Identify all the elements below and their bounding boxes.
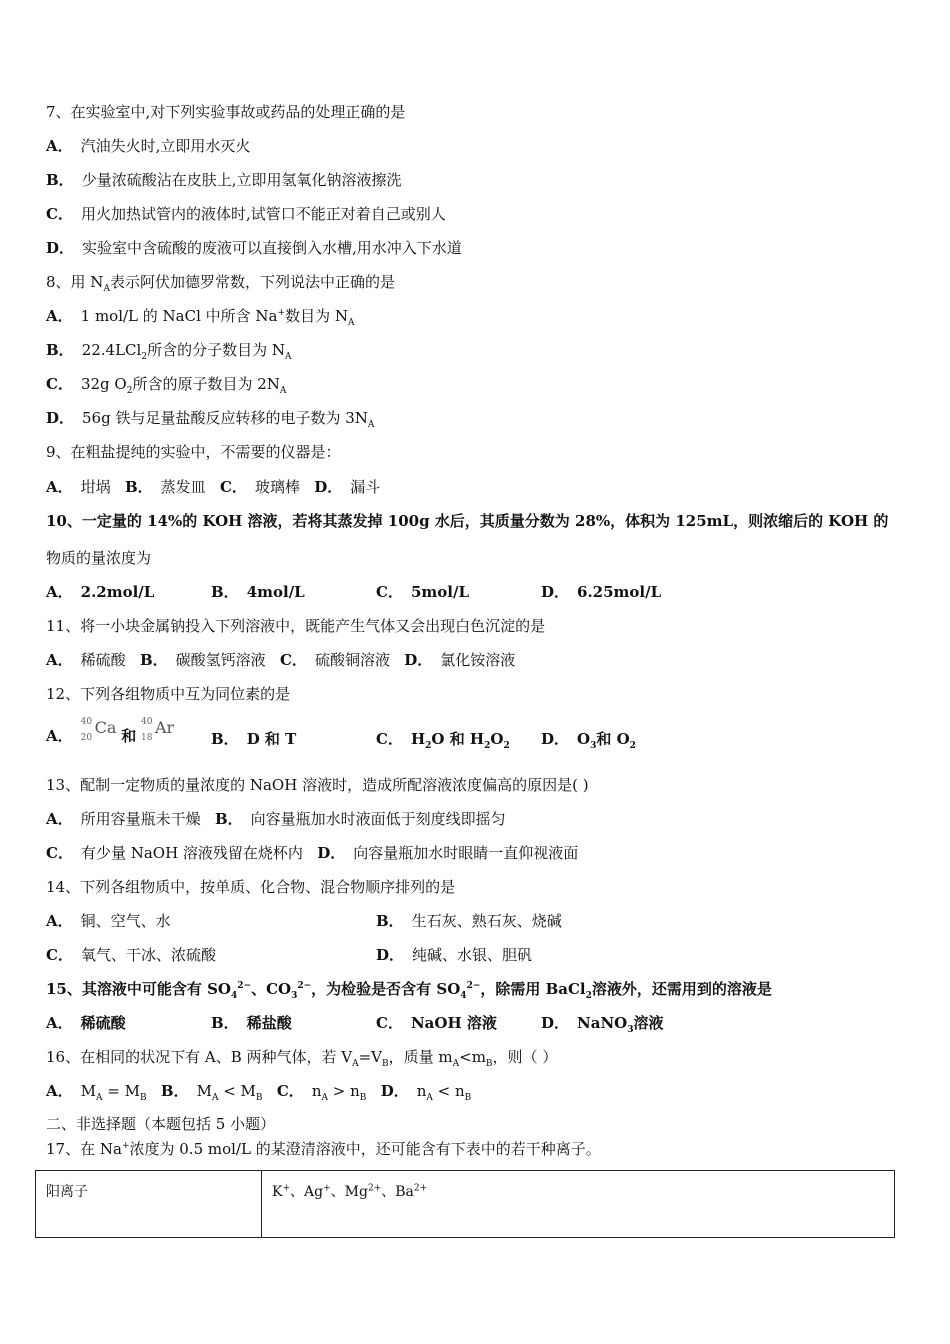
q9-stem: 9、在粗盐提纯的实验中，不需要的仪器是： <box>46 443 341 461</box>
q11-stem: 11、将一小块金属钠投入下列溶液中，既能产生气体又会出现白色沉淀的是 <box>46 617 546 635</box>
q14-option-d: D． 纯碱、水银、胆矾 <box>376 946 533 964</box>
q7-option-c: C． 用火加热试管内的液体时,试管口不能正对着自己或别人 <box>46 205 446 223</box>
q15-option-d: D． NaNO$_3$溶液 <box>541 1014 664 1035</box>
q12-option-c: C． $H_2O$ 和 $H_2O_2$ <box>376 730 510 751</box>
q10-stem-line1: 10、一定量的 14%的 KOH 溶液，若将其蒸发掉 100g 水后，其质量分数为 28%，体积为 125mL，则浓缩后的 KOH 的 <box>46 512 889 530</box>
q7-stem: 7、在实验室中,对下列实验事故或药品的处理正确的是 <box>46 103 406 121</box>
q13-options-cd: C． 有少量 NaOH 溶液残留在烧杯内 D． 向容量瓶加水时眼睛一直仰视液面 <box>46 844 579 862</box>
q8-option-b: B． 22.4LCl$_2$所含的分子数目为 $N_A$ <box>46 341 292 362</box>
q12-stem: 12、下列各组物质中互为同位素的是 <box>46 685 291 703</box>
q8-option-a: A． 1 mol/L 的 NaCl 中所含 Na+数目为 $N_A$ <box>46 307 355 328</box>
q16-options: A． $M_A = M_B$ B． $M_A < M_B$ C． $n_A > n_B$ D． $n_A < n_B$ <box>46 1082 472 1103</box>
section-title: 二、非选择题（本题包括 5 小题） <box>46 1115 276 1133</box>
q10-option-a: A． 2.2mol/L <box>46 583 155 601</box>
q8-option-c: C． 32g $O_2$所含的原子数目为 $2N_A$ <box>46 375 287 396</box>
q7-option-a: A． 汽油失火时,立即用水灭火 <box>46 137 251 155</box>
q15-option-a: A． 稀硫酸 <box>46 1014 126 1032</box>
q13-stem: 13、配制一定物质的量浓度的 NaOH 溶液时，造成所配溶液浓度偏高的原因是( ) <box>46 776 589 794</box>
q7-option-d: D． 实验室中含硫酸的废液可以直接倒入水槽,用水冲入下水道 <box>46 239 462 257</box>
q10-option-c: C． 5mol/L <box>376 583 469 601</box>
q14-stem: 14、下列各组物质中，按单质、化合物、混合物顺序排列的是 <box>46 878 456 896</box>
q7-option-b: B． 少量浓硫酸沾在皮肤上,立即用氢氧化钠溶液擦洗 <box>46 171 402 189</box>
q14-option-c: C． 氧气、干冰、浓硫酸 <box>46 946 216 964</box>
row-label: 阳离子 <box>36 1171 262 1238</box>
q12-option-d: D． $O_3$和 $O_2$ <box>541 730 636 751</box>
q10-stem-line2: 物质的量浓度为 <box>46 549 152 567</box>
q15-stem: 15、其溶液中可能含有 $SO_4^{2-}$、$CO_3^{2-}$，为检验是否含有 $SO_4^{2-}$，除需用 BaCl$_2$溶液外，还需用到的溶液是 <box>46 980 772 1001</box>
q11-options: A． 稀硫酸 B． 碳酸氢钙溶液 C． 硫酸铜溶液 D． 氯化铵溶液 <box>46 651 516 669</box>
q12-option-b: B． D 和 T <box>211 730 297 748</box>
q14-option-a: A． 铜、空气、水 <box>46 912 171 930</box>
q8-option-d: D． 56g 铁与足量盐酸反应转移的电子数为 $3N_A$ <box>46 409 375 430</box>
q10-option-d: D． 6.25mol/L <box>541 583 662 601</box>
cation-list: K+、Ag+、$Mg^{2+}$、$Ba^{2+}$ <box>262 1171 895 1238</box>
ion-table <box>35 1170 895 1238</box>
q12-option-a: A． 40 20 Ca 和 40 18 Ar <box>46 717 175 745</box>
argon-isotope: 40 18 Ar <box>141 717 175 743</box>
q8-stem: 8、用 $N_A$表示阿伏加德罗常数，下列说法中正确的是 <box>46 273 395 294</box>
q14-option-b: B． 生石灰、熟石灰、烧碱 <box>376 912 562 930</box>
q15-option-c: C． NaOH 溶液 <box>376 1014 497 1032</box>
table-row <box>36 1171 895 1238</box>
q17-stem: 17、在 Na+浓度为 0.5 mol/L 的某澄清溶液中，还可能含有下表中的若干种离子。 <box>46 1140 601 1158</box>
q9-options: A． 坩埚 B． 蒸发皿 C． 玻璃棒 D． 漏斗 <box>46 478 381 496</box>
q16-stem: 16、在相同的状况下有 A、B 两种气体，若 $V_A=V_B$，质量 $m_A<m_B$，则（ ） <box>46 1048 558 1069</box>
q15-option-b: B． 稀盐酸 <box>211 1014 292 1032</box>
q13-options-ab: A． 所用容量瓶未干燥 B． 向容量瓶加水时液面低于刻度线即摇匀 <box>46 810 506 828</box>
calcium-isotope: 40 20 Ca <box>80 717 117 743</box>
q10-option-b: B． 4mol/L <box>211 583 305 601</box>
